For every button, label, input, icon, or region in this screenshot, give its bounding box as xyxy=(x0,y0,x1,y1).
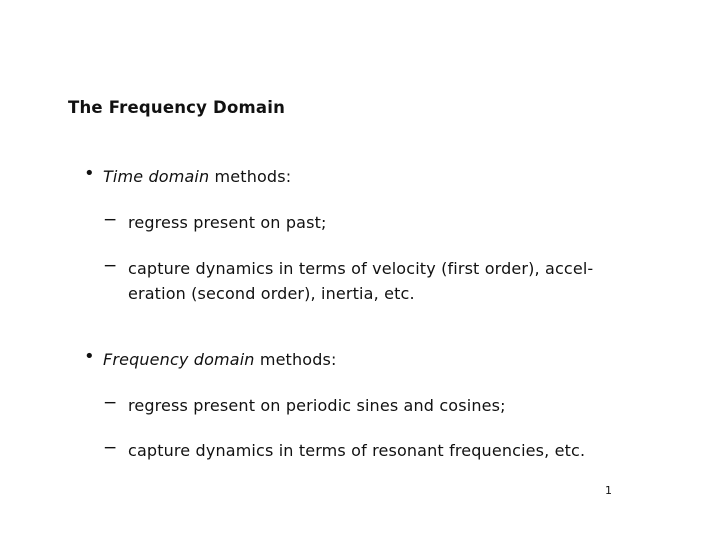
list-item-line: regress present on past; xyxy=(128,213,327,232)
section-lead-frequency-domain xyxy=(103,350,337,369)
bullet-icon: • xyxy=(84,163,95,184)
list-item-line: eration (second order), inertia, etc. xyxy=(128,284,415,303)
dash-icon: − xyxy=(103,438,118,458)
dash-icon: − xyxy=(103,210,118,230)
section-lead-time-domain xyxy=(103,167,291,186)
slide-title: The Frequency Domain xyxy=(68,98,286,117)
list-item-line: capture dynamics in terms of velocity (first order), accel- xyxy=(128,259,594,278)
lead-emphasis: Frequency domain xyxy=(103,350,255,369)
dash-icon: − xyxy=(103,393,118,413)
list-item-line: regress present on periodic sines and cosines; xyxy=(128,396,506,415)
bullet-icon: • xyxy=(84,346,95,367)
lead-emphasis: Time domain xyxy=(103,167,210,186)
dash-icon: − xyxy=(103,256,118,276)
list-item-line: capture dynamics in terms of resonant frequencies, etc. xyxy=(128,441,586,460)
lead-rest: methods: xyxy=(254,350,337,369)
lead-rest: methods: xyxy=(209,167,292,186)
page-number: 1 xyxy=(605,484,612,497)
